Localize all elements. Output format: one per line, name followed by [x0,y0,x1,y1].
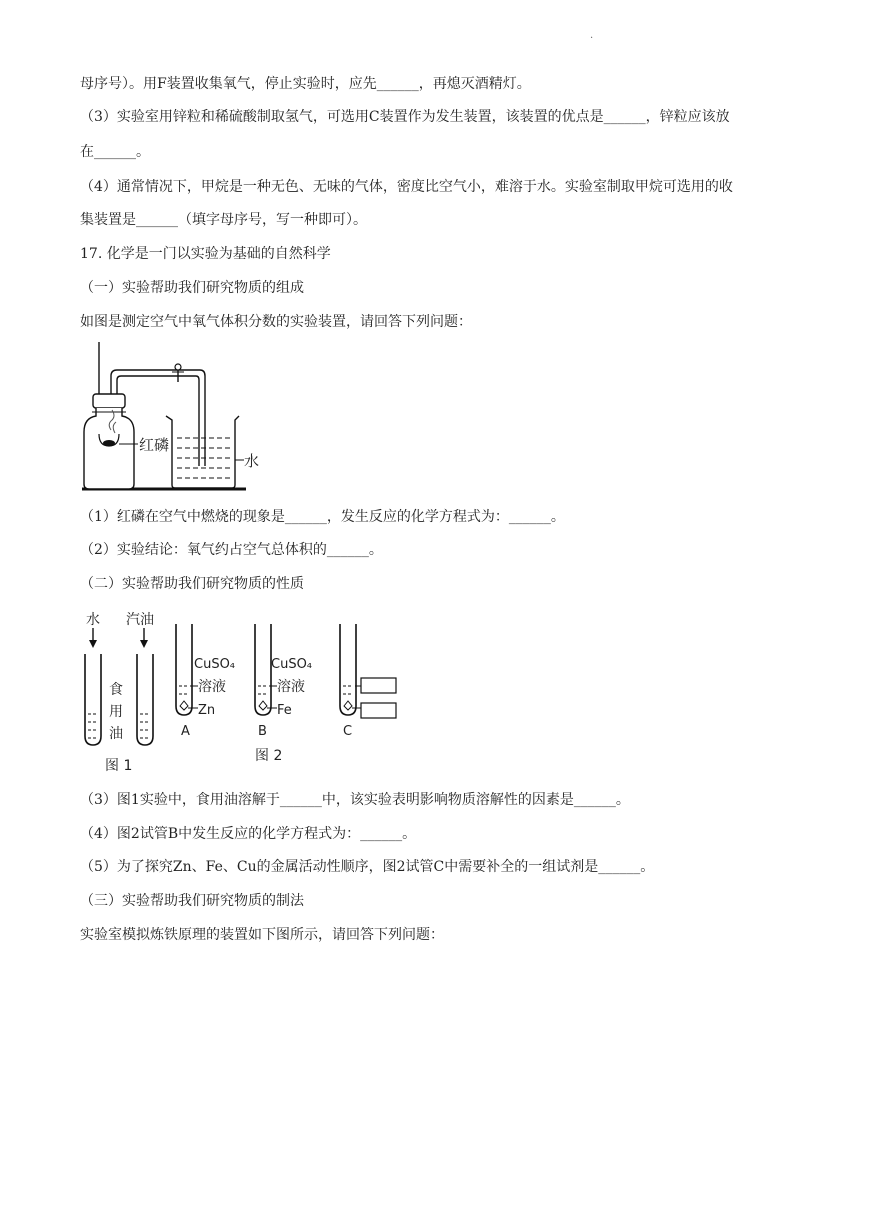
cuso4-label-a: CuSO₄ [194,657,236,672]
text-line-3: 在______。 [80,144,150,160]
section-2-heading: （二）实验帮助我们研究物质的性质 [80,576,304,592]
metal-label-b: Fe [277,703,292,718]
text-line-5: 集装置是______（填字母序号，写一种即可）。 [80,212,367,228]
oxygen-experiment-figure [78,338,278,496]
water-label: 水 [244,452,260,470]
tube-label-b: B [258,724,267,739]
cuso4-label-b: CuSO₄ [271,657,313,672]
question-17-title: 17. 化学是一门以实验为基础的自然科学 [80,246,331,262]
text-line-8: 如图是测定空气中氧气体积分数的实验装置，请回答下列问题： [80,314,472,330]
figure-1-caption: 图 1 [105,758,133,774]
oil-label-2: 用 [109,704,123,720]
water-arrow-label: 水 [86,612,100,628]
question-2-text: （2）实验结论：氧气约占空气总体积的______。 [80,542,383,558]
question-1-text: （1）红磷在空气中燃烧的现象是______，发生反应的化学方程式为：______。 [80,509,565,525]
blank-box-solution [361,678,396,693]
blank-box-metal [361,703,396,718]
oil-label-3: 油 [109,726,123,742]
section-3-heading: （三）实验帮助我们研究物质的制法 [80,893,304,909]
text-line-2: （3）实验室用锌粒和稀硫酸制取氢气，可选用C装置作为发生装置，该装置的优点是______，锌粒应该放 [80,109,730,125]
tube-label-c: C [343,724,353,739]
question-5-text: （5）为了探究Zn、Fe、Cu的金属活动性顺序，图2试管C中需要补全的一组试剂是______。 [80,859,655,875]
red-phosphorus-label: 红磷 [139,436,170,454]
test-tube-figures [78,604,418,780]
corner-mark: . [590,30,594,41]
solution-label-a: 溶液 [198,679,226,695]
section-1-heading: （一）实验帮助我们研究物质的组成 [80,280,304,296]
question-4-text: （4）图2试管B中发生反应的化学方程式为：______。 [80,826,417,842]
gasoline-arrow-label: 汽油 [126,612,154,628]
tube-label-a: A [181,724,190,739]
text-line-last: 实验室模拟炼铁原理的装置如下图所示，请回答下列问题： [80,927,444,943]
text-line-1: 母序号）。用F装置收集氧气，停止实验时，应先______，再熄灭酒精灯。 [80,76,531,92]
metal-label-a: Zn [198,703,216,718]
question-3-text: （3）图1实验中，食用油溶解于______中，该实验表明影响物质溶解性的因素是______。 [80,792,630,808]
figure-2-caption: 图 2 [255,748,283,764]
text-line-4: （4）通常情况下，甲烷是一种无色、无味的气体，密度比空气小，难溶于水。实验室制取甲烷可选用的收 [80,179,733,195]
oil-label-1: 食 [109,682,123,698]
solution-label-b: 溶液 [277,679,305,695]
